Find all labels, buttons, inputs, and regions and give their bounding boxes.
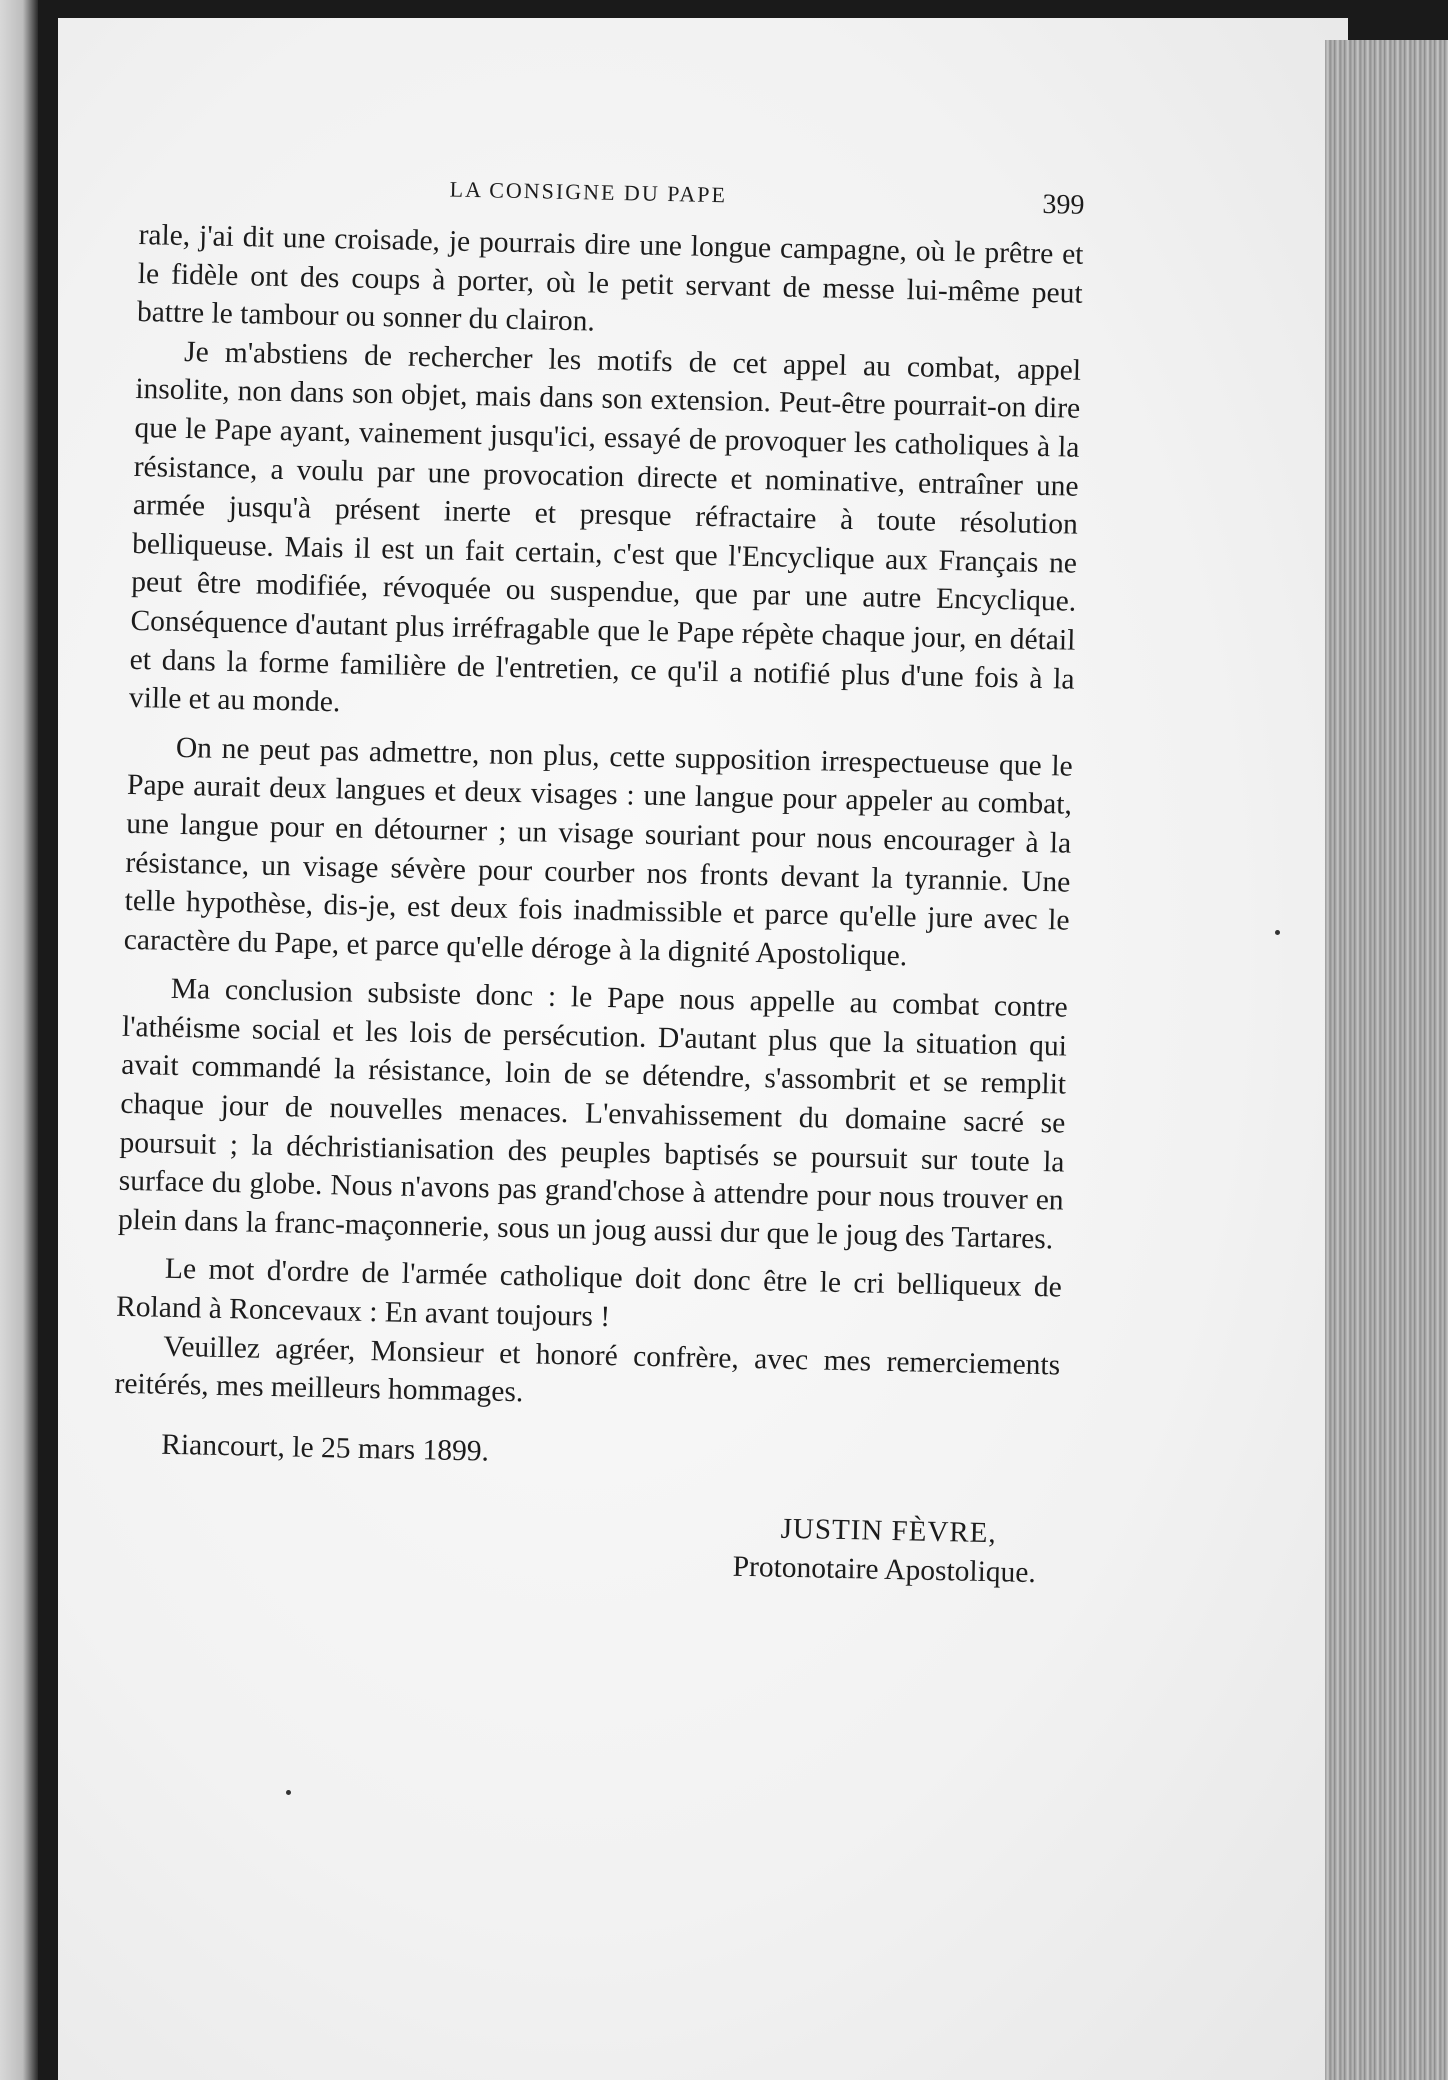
running-title: LA CONSIGNE DU PAPE <box>449 176 728 208</box>
page-number: 399 <box>1042 188 1085 221</box>
page-text <box>111 170 1085 1590</box>
paragraph-conclusion: Ma conclusion subsiste donc : le Pape nous appelle au combat contre l'athéisme social et les lois de persécution. D'autant plus que la situation qui avait commandé la résistance, loin de se détendre, s'assombrit et se remplit chaque jour de nouvelles menaces. L'envahissement du domaine sacré se poursuit ; la déchristianisation des peuples baptisés se poursuit sur toute la surface du globe. Nous n'avons pas grand'chose à attendre pour nous trouver en plein dans la franc-maçonnerie, sous un joug aussi dur que le joug des Tartares. <box>117 973 1068 1256</box>
paragraph-continuation: rale, j'ai dit une croisade, je pourrais dire une longue campagne, où le prêtre et le fidèle ont des coups à porter, où le petit servant de messe lui-même peut battre le tambour ou sonner du clairon. <box>136 218 1084 338</box>
paragraph-two-tongues: On ne peut pas admettre, non plus, cette supposition irrespectueuse que le Pape aurait deux langues et deux visages : une langue pour appeler au combat, une langue pour en détourner ; un visage souriant pour nous encourager à la résistance, un visage sévère pour courber nos fronts devant la tyrannie. Une telle hypothèse, dis-je, est deux fois inadmissible et parce qu'elle jure avec le caractère du Pape, et parce qu'elle déroge à la dignité Apostolique. <box>123 731 1074 972</box>
dust-speck <box>286 1790 291 1795</box>
paragraph-watchword: Le mot d'ordre de l'armée catholique doit donc être le cri belliqueux de Roland à Roncevaux : En avant toujours ! <box>115 1253 1063 1334</box>
dust-speck <box>1275 930 1280 935</box>
book-page-edges <box>1325 40 1448 2080</box>
letter-date: Riancourt, le 25 mars 1899. <box>160 1428 490 1468</box>
signature-name: JUSTIN FÈVRE, <box>780 1512 997 1550</box>
facing-page-edge <box>0 0 38 2080</box>
signature-title: Protonotaire Apostolique. <box>732 1550 1037 1589</box>
paragraph-motives: Je m'abstiens de rechercher les motifs de cet appel au combat, appel insolite, non dans son objet, mais dans son extension. Peut-être pourrait-on dire que le Pape ayant, vainement jusqu'ici, essayé de provoquer les catholiques à la résistance, a voulu par une provocation directe et nominative, entraîner une armée jusqu'à présent inerte et presque réfractaire à toute résolution belliqueuse. Mais il est un fait certain, c'est que l'Encyclique aux Français ne peut être modifiée, révoquée ou suspendue, que par une autre Encyclique. Conséquence d'autant plus irréfragable que le Pape répète chaque jour, en détail et dans la forme familière de l'entretien, ce qu'il a notifié plus d'une fois à la ville et au monde. <box>128 335 1082 719</box>
paragraph-salutation: Veuillez agréer, Monsieur et honoré confrère, avec mes remerciements reitérés, mes meilleurs hommages. <box>114 1330 1061 1409</box>
